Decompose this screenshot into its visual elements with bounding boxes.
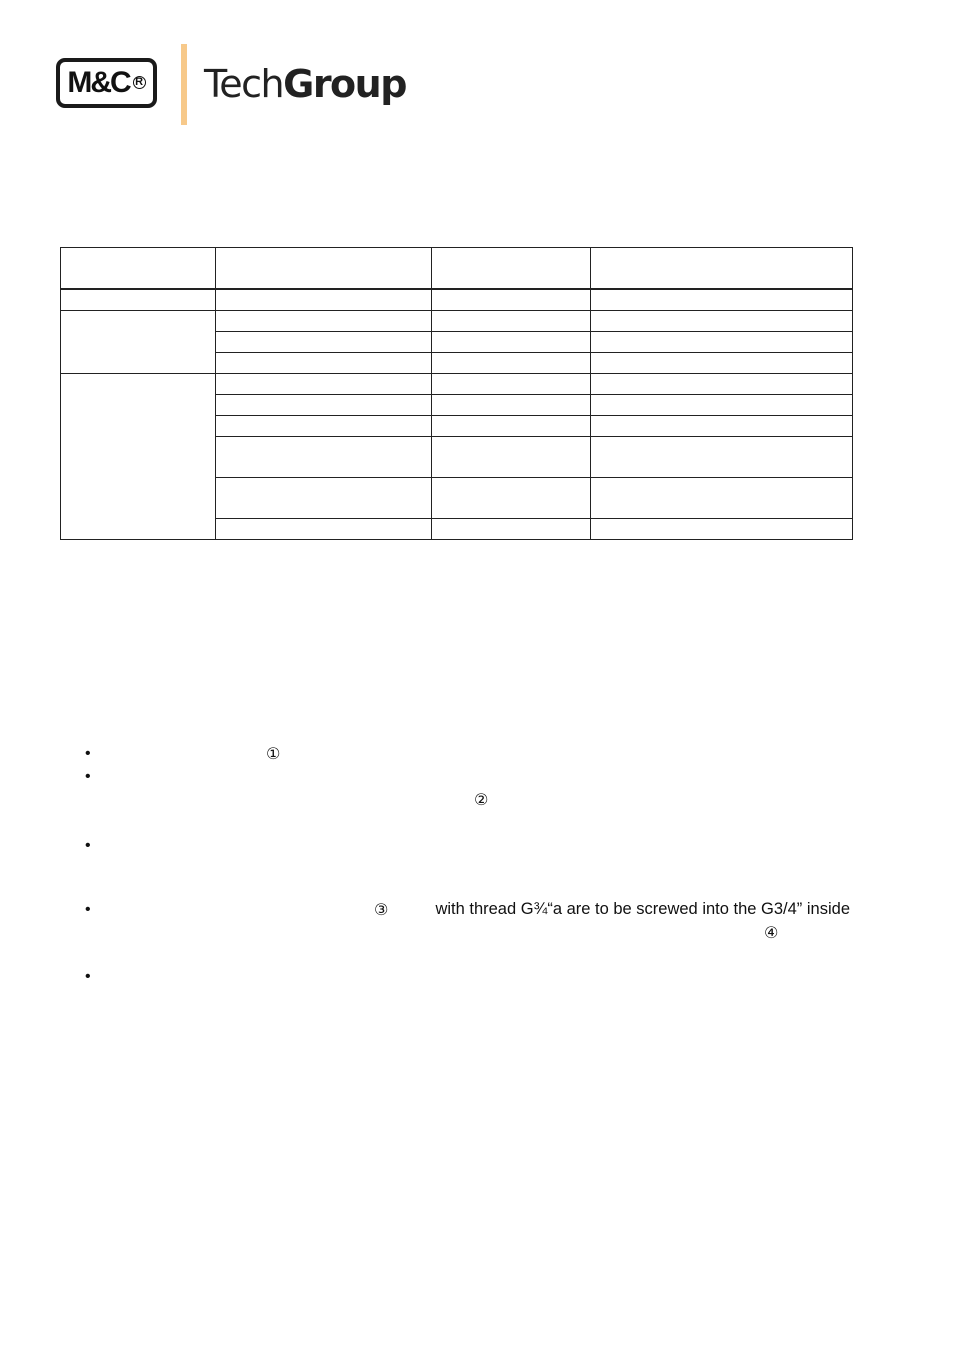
list-line bbox=[104, 788, 850, 811]
table-cell bbox=[432, 436, 591, 477]
table-cell bbox=[216, 436, 432, 477]
table-cell bbox=[216, 289, 432, 310]
brand-light: Tech bbox=[204, 62, 284, 106]
table-cell bbox=[591, 415, 853, 436]
list-line bbox=[104, 898, 850, 921]
bullet-icon: • bbox=[85, 968, 91, 985]
registered-mark-icon: R bbox=[133, 76, 146, 89]
list-item bbox=[85, 834, 850, 898]
table-header-cell bbox=[61, 248, 216, 290]
list-line bbox=[104, 921, 850, 944]
bullet-icon: • bbox=[85, 901, 91, 918]
table-cell bbox=[591, 436, 853, 477]
list-item bbox=[85, 898, 850, 965]
table-cell bbox=[591, 331, 853, 352]
brand-bold: Group bbox=[283, 62, 406, 106]
callout-marker-3: ③ bbox=[374, 900, 389, 919]
bullet-icon: • bbox=[85, 768, 91, 785]
list-line bbox=[104, 742, 850, 765]
table-cell bbox=[216, 373, 432, 394]
table-cell bbox=[216, 352, 432, 373]
item-text: with thread G¾“a are to be screwed into the G3/4” inside bbox=[435, 900, 850, 918]
table-cell bbox=[432, 518, 591, 539]
table-cell bbox=[432, 477, 591, 518]
table-cell bbox=[216, 331, 432, 352]
list-line bbox=[104, 765, 850, 788]
table-cell bbox=[591, 373, 853, 394]
table-cell bbox=[216, 477, 432, 518]
table-group-cell bbox=[61, 310, 216, 373]
table-header-row bbox=[61, 248, 853, 290]
callout-marker-2: ② bbox=[474, 790, 489, 809]
table-header-cell bbox=[216, 248, 432, 290]
table-group-cell bbox=[61, 373, 216, 539]
logo-divider-bar bbox=[181, 44, 187, 125]
techgroup-wordmark bbox=[204, 62, 406, 106]
table-header-cell bbox=[591, 248, 853, 290]
table-cell bbox=[432, 310, 591, 331]
table-cell bbox=[432, 331, 591, 352]
specification-table bbox=[60, 247, 853, 540]
list-item bbox=[85, 965, 850, 988]
mc-logo-badge bbox=[56, 58, 157, 108]
table-cell bbox=[61, 289, 216, 310]
table-row bbox=[61, 289, 853, 310]
list-item bbox=[85, 765, 850, 834]
table-row bbox=[61, 373, 853, 394]
table-cell bbox=[591, 289, 853, 310]
list-line bbox=[104, 834, 850, 857]
bullet-icon: • bbox=[85, 745, 91, 762]
table-cell bbox=[591, 352, 853, 373]
table-cell bbox=[591, 477, 853, 518]
table-cell bbox=[216, 415, 432, 436]
table-cell bbox=[591, 310, 853, 331]
mc-badge-text: M&C bbox=[67, 66, 130, 99]
table-cell bbox=[216, 518, 432, 539]
table-row bbox=[61, 310, 853, 331]
company-logo bbox=[56, 44, 416, 128]
table-cell bbox=[432, 394, 591, 415]
table-cell bbox=[216, 394, 432, 415]
table-cell bbox=[432, 352, 591, 373]
table-header-cell bbox=[432, 248, 591, 290]
table-cell bbox=[591, 394, 853, 415]
installation-notes-list bbox=[85, 742, 850, 988]
table-cell bbox=[432, 373, 591, 394]
bullet-icon: • bbox=[85, 837, 91, 854]
table-cell bbox=[432, 415, 591, 436]
table-cell bbox=[591, 518, 853, 539]
list-line bbox=[104, 965, 850, 988]
table-cell bbox=[432, 289, 591, 310]
callout-marker-4: ④ bbox=[764, 923, 779, 942]
callout-marker-1: ① bbox=[266, 744, 281, 763]
table-cell bbox=[216, 310, 432, 331]
list-item bbox=[85, 742, 850, 765]
